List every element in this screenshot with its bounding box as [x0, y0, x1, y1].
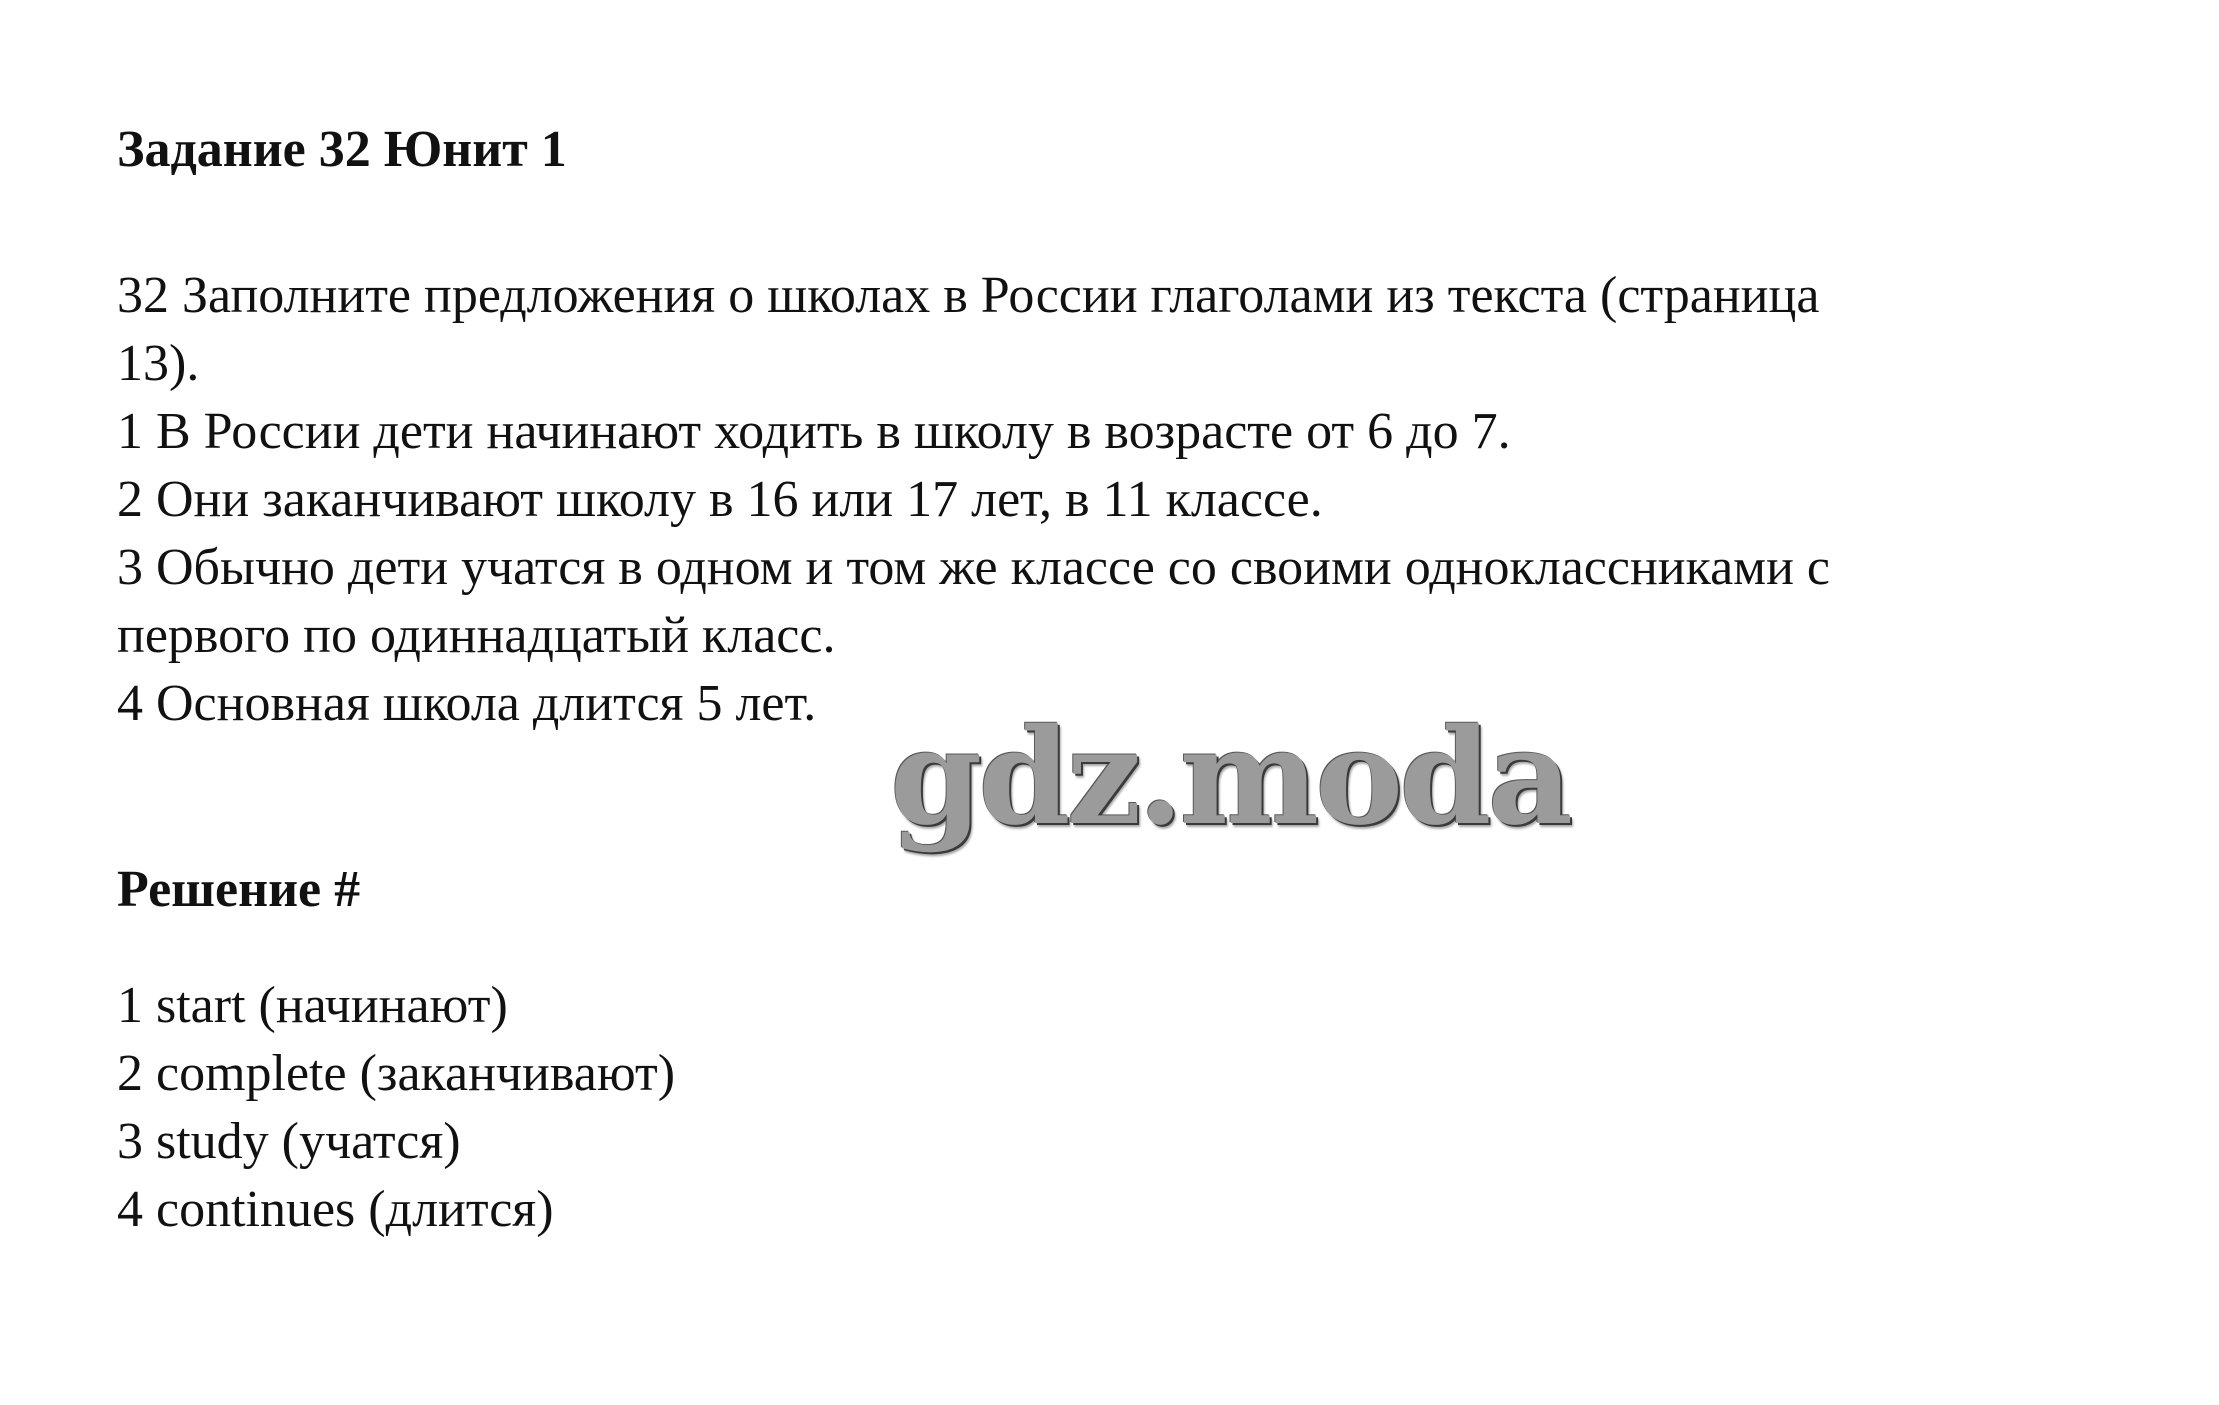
answer-item: 4 continues (длится)	[117, 1181, 554, 1238]
task-sentence-3-line-1: 3 Обычно дети учатся в одном и том же классе со своими одноклассниками с	[117, 539, 1830, 596]
task-instruction-line-1: 32 Заполните предложения о школах в России глаголами из текста (страница	[117, 267, 1820, 324]
task-sentence-1: 1 В России дети начинают ходить в школу в возрасте от 6 до 7.	[117, 403, 1511, 460]
task-title: Задание 32 Юнит 1	[117, 121, 567, 178]
answer-item: 1 start (начинают)	[117, 977, 508, 1034]
answer-item: 2 complete (заканчивают)	[117, 1045, 676, 1102]
answer-item: 3 study (учатся)	[117, 1113, 461, 1170]
task-instruction-line-2: 13).	[117, 335, 200, 392]
task-sentence-2: 2 Они заканчивают школу в 16 или 17 лет, в 11 классе.	[117, 471, 1323, 528]
watermark-logo: gdz.moda	[890, 700, 1570, 855]
task-text	[117, 262, 2117, 738]
task-sentence-3-line-2: первого по одиннадцатый класс.	[117, 607, 836, 664]
solution-title: Решение #	[117, 861, 361, 918]
answer-list	[117, 972, 2117, 1244]
task-sentence-4: 4 Основная школа длится 5 лет.	[117, 675, 817, 732]
